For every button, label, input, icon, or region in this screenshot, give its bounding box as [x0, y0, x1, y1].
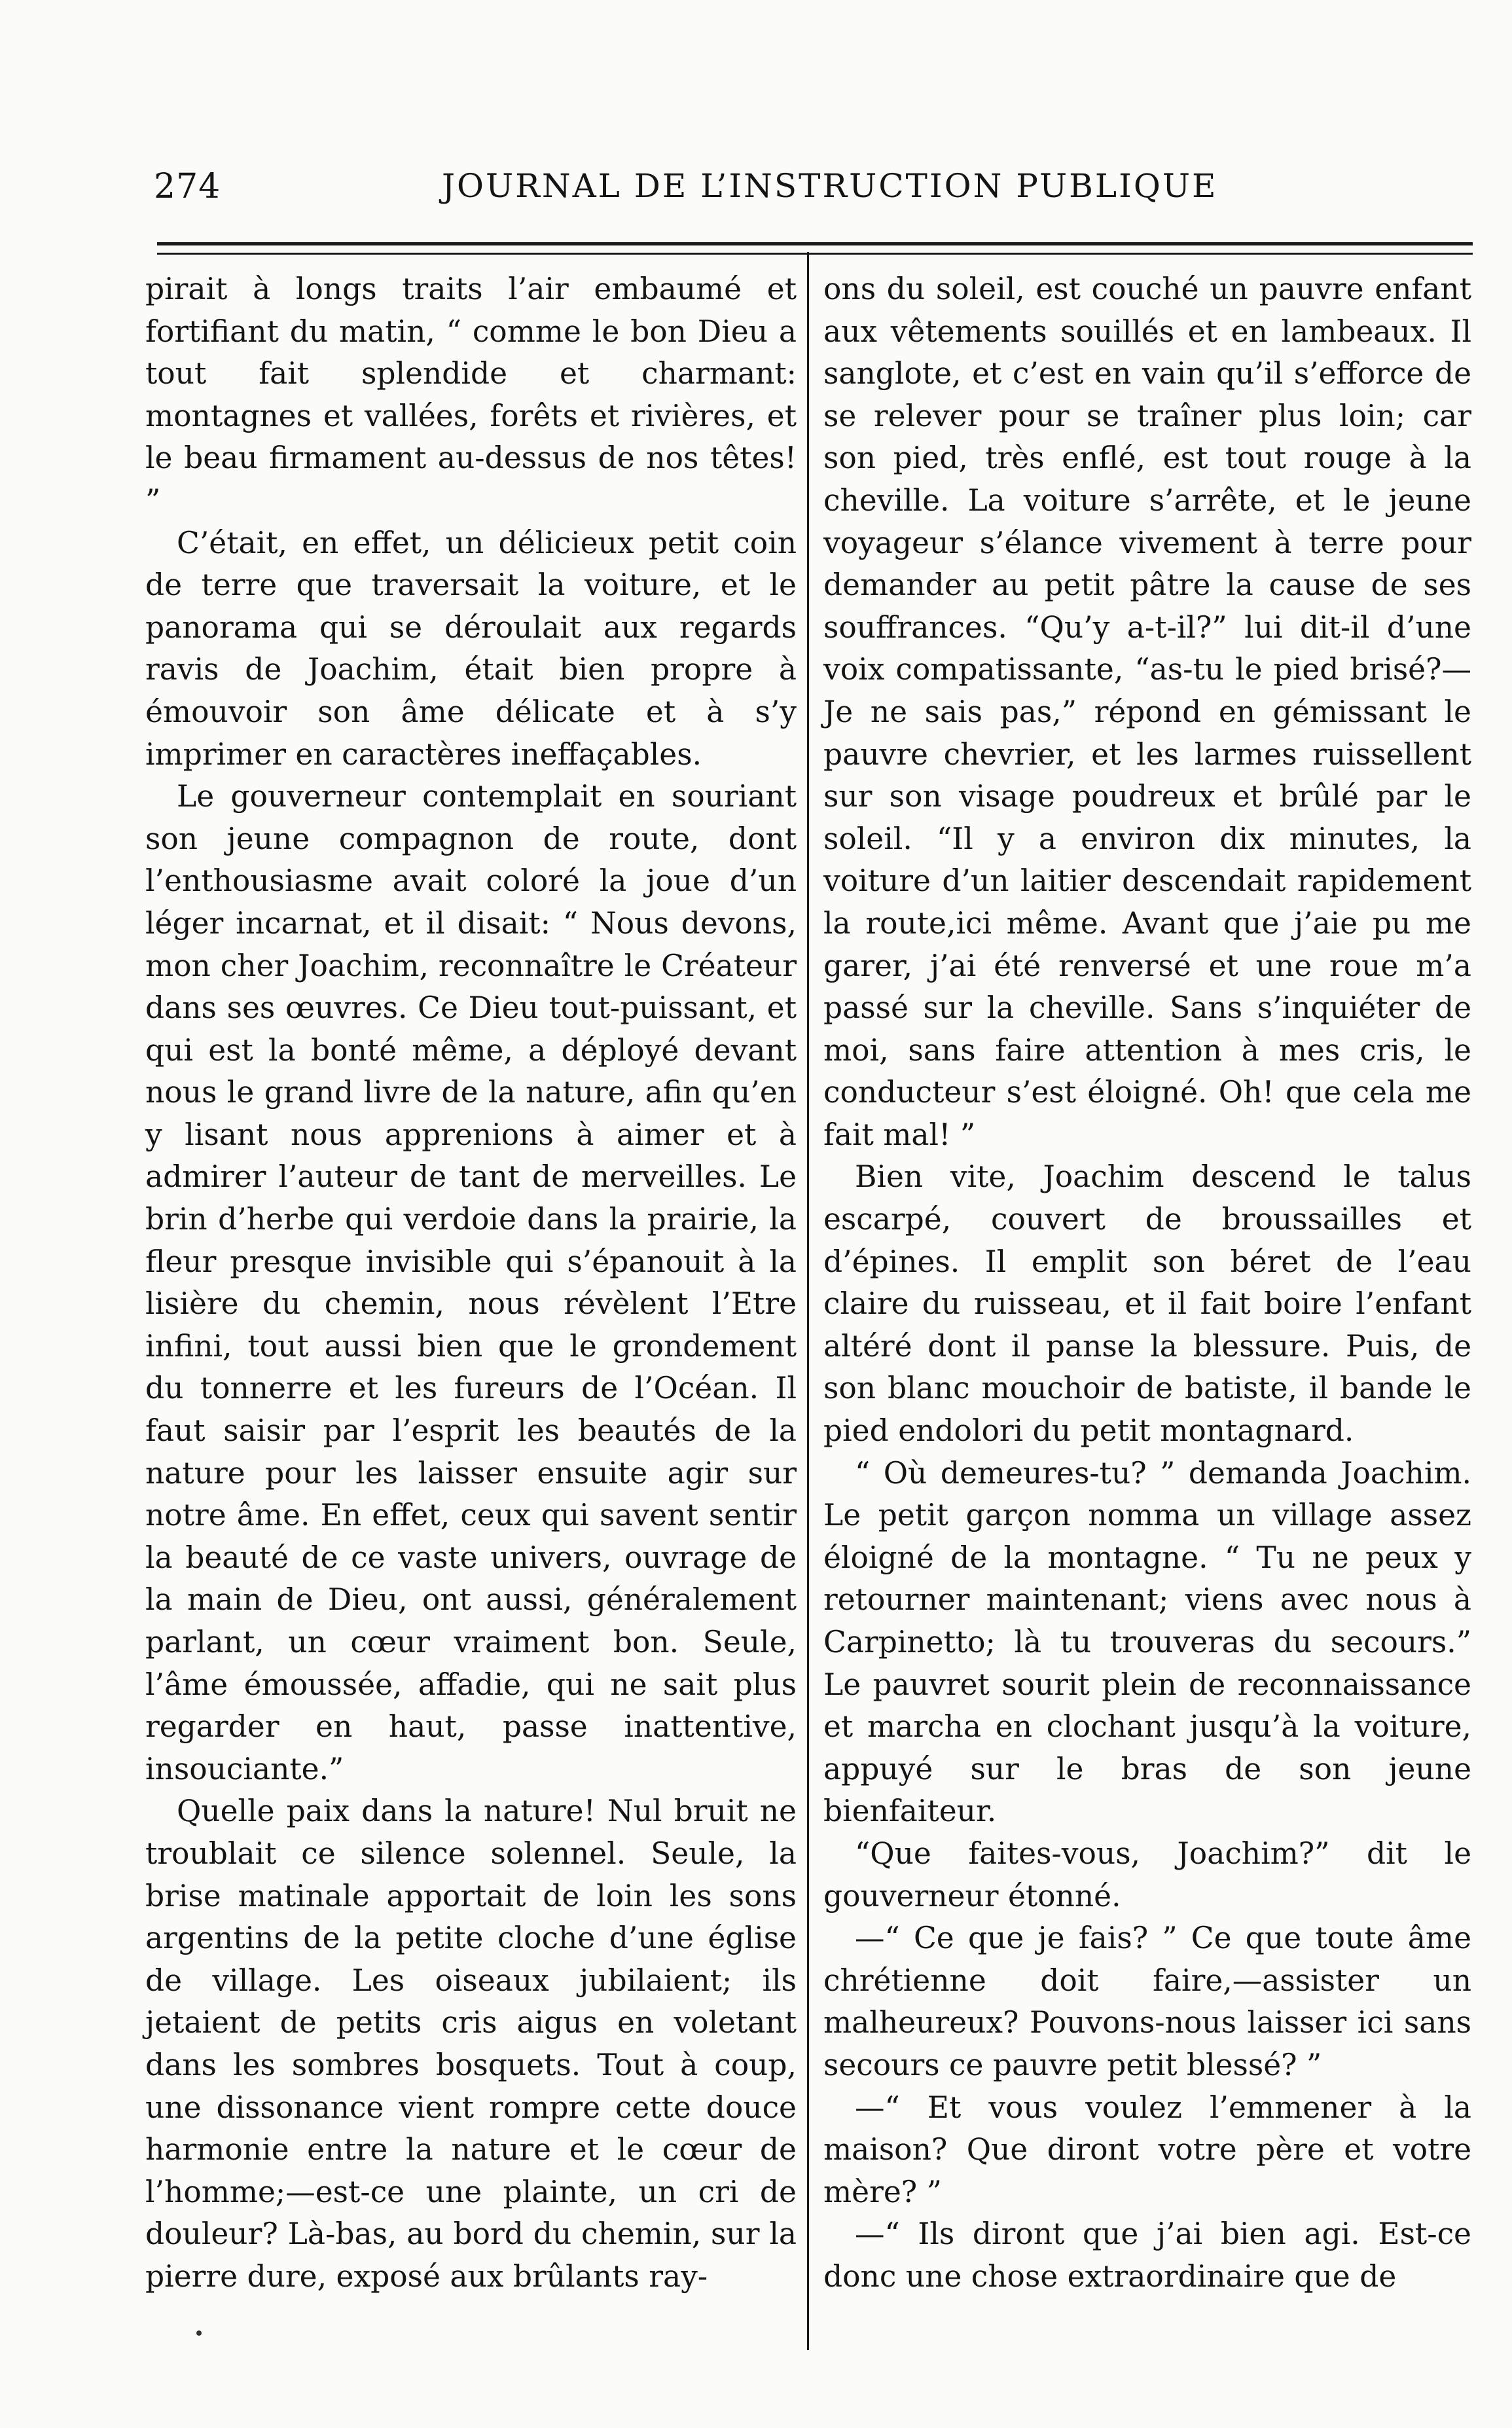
- right-paragraph-6: —“ Et vous voulez l’emmener à la maison? Que diront votre père et votre mère? ”: [823, 2090, 1471, 2209]
- right-paragraph-4: “Que faites-vous, Joachim?” dit le gouverneur étonné.: [823, 1836, 1471, 1913]
- right-paragraph-7: —“ Ils diront que j’ai bien agi. Est-ce donc une chose extraordinaire que de: [823, 2217, 1471, 2294]
- left-paragraph-3: Le gouverneur contemplait en souriant son jeune compagnon de route, dont l’enthousiasme avait coloré la joue d’un léger incarnat, et il disait: “ Nous devons, mon cher Joachim, reconnaître le Créateur dans ses œuvres. Ce Dieu tout-puissant, et qui est la bonté même, a déployé devant nous le grand livre de la nature, afin qu’en y lisant nous apprenions à aimer et à admirer l’auteur de tant de merveilles. Le brin d’herbe qui verdoie dans la prairie, la fleur presque invisible qui s’épanouit à la lisière du chemin, nous révèlent l’Etre infini, tout aussi bien que le grondement du tonnerre et les fureurs de l’Océan. Il faut saisir par l’esprit les beautés de la nature pour les laisser ensuite agir sur notre âme. En effet, ceux qui savent sentir la beauté de ce vaste univers, ouvrage de la main de Dieu, ont aussi, généralement parlant, un cœur vraiment bon. Seule, l’âme émoussée, affadie, qui ne sait plus regarder en haut, passe inattentive, insouciante.”: [145, 779, 797, 1786]
- left-paragraph-1: pirait à longs traits l’air embaumé et fortifiant du matin, “ comme le bon Dieu a tout fait splendide et charmant: montagnes et vallées, forêts et rivières, et le beau firmament au-dessus de nos têtes! ”: [145, 272, 797, 518]
- right-paragraph-3: “ Où demeures-tu? ” demanda Joachim. Le petit garçon nomma un village assez éloigné de la montagne. “ Tu ne peux y retourner maintenant; viens avec nous à Carpinetto; là tu trouveras du secours.” Le pauvret sourit plein de reconnaissance et marcha en clochant jusqu’à la voiture, appuyé sur le bras de son jeune bienfaiteur.: [823, 1455, 1471, 1829]
- running-title: JOURNAL DE L’INSTRUCTION PUBLIQUE: [442, 167, 1218, 205]
- header-rule-top: [157, 242, 1473, 245]
- left-paragraph-2: C’était, en effet, un délicieux petit coin de terre que traversait la voiture, et le panorama qui se déroulait aux regards ravis de Joachim, était bien propre à émouvoir son âme délicate et à s’y imprimer en caractères ineffaçables.: [145, 525, 797, 772]
- right-paragraph-2: Bien vite, Joachim descend le talus escarpé, couvert de broussailles et d’épines. Il emplit son béret de l’eau claire du ruisseau, et il fait boire l’enfant altéré dont il panse la blessure. Puis, de son blanc mouchoir de batiste, il bande le pied endolori du petit montagnard.: [823, 1159, 1471, 1449]
- right-column: [823, 268, 1471, 2298]
- column-divider: [807, 252, 809, 2350]
- left-column: [145, 268, 797, 2298]
- header-rule-bottom: [157, 253, 1473, 255]
- ink-speck: [196, 2330, 202, 2336]
- left-paragraph-4: Quelle paix dans la nature! Nul bruit ne troublait ce silence solennel. Seule, la brise matinale apportait de loin les sons argentins de la petite cloche d’une église de village. Les oiseaux jubilaient; ils jetaient de petits cris aigus en voletant dans les sombres bosquets. Tout à coup, une dissonance vient rompre cette douce harmonie entre la nature et le cœur de l’homme;—est-ce une plainte, un cri de douleur? Là-bas, au bord du chemin, sur la pierre dure, exposé aux brûlants ray-: [145, 1794, 797, 2294]
- page-number: 274: [154, 167, 221, 206]
- page-header: [154, 167, 1352, 226]
- right-paragraph-1: ons du soleil, est couché un pauvre enfant aux vêtements souillés et en lambeaux. Il sanglote, et c’est en vain qu’il s’efforce de se relever pour se traîner plus loin; car son pied, très enflé, est tout rouge à la cheville. La voiture s’arrête, et le jeune voyageur s’élance vivement à terre pour demander au petit pâtre la cause de ses souffrances. “Qu’y a-t-il?” lui dit-il d’une voix compatissante, “as-tu le pied brisé?— Je ne sais pas,” répond en gémissant le pauvre chevrier, et les larmes ruissellent sur son visage poudreux et brûlé par le soleil. “Il y a environ dix minutes, la voiture d’un laitier descendait rapidement la route,ici même. Avant que j’aie pu me garer, j’ai été renversé et une roue m’a passé sur la cheville. Sans s’inquiéter de moi, sans faire attention à mes cris, le conducteur s’est éloigné. Oh! que cela me fait mal! ”: [823, 272, 1471, 1152]
- right-paragraph-5: —“ Ce que je fais? ” Ce que toute âme chrétienne doit faire,—assister un malheureux? Pouvons-nous laisser ici sans secours ce pauvre petit blessé? ”: [823, 1921, 1471, 2082]
